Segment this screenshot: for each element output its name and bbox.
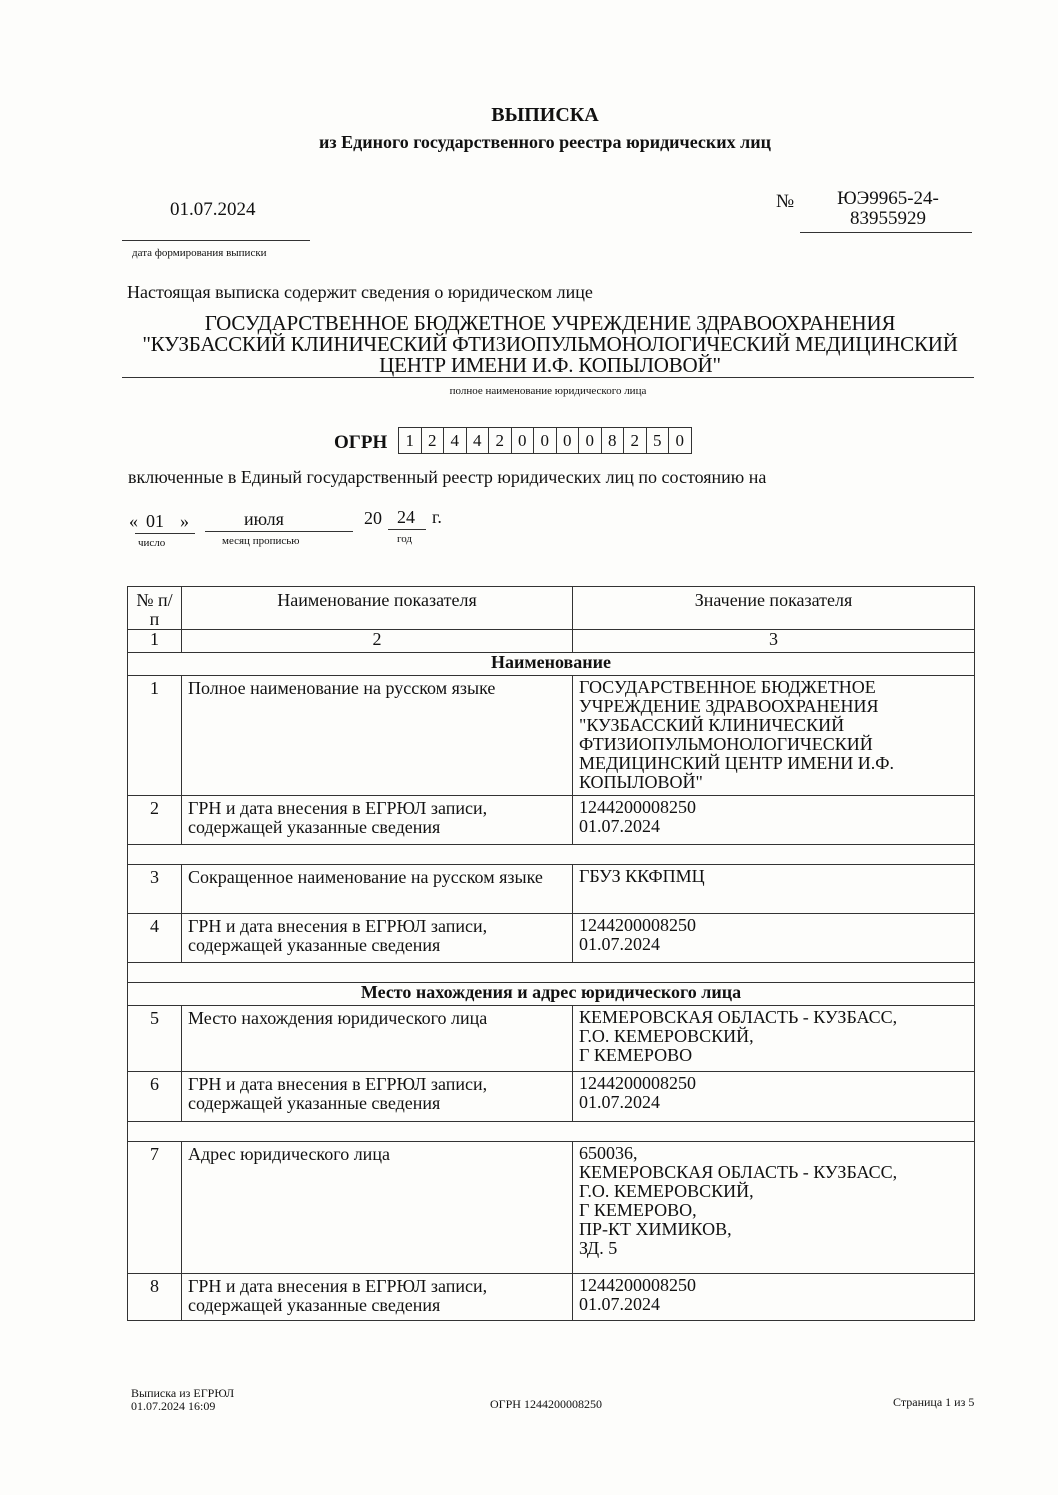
header-number: № п/п: [128, 587, 182, 630]
row-indicator: Адрес юридического лица: [182, 1142, 573, 1274]
ogrn-digit: 0: [669, 427, 692, 454]
section-address-title: Место нахождения и адрес юридического лица: [128, 983, 975, 1006]
value-line: 01.07.2024: [579, 816, 660, 836]
row-number: 3: [128, 865, 182, 914]
ogrn-digit: 1: [399, 427, 422, 454]
footer-ogrn: ОГРН 1244200008250: [490, 1397, 602, 1411]
footer-page-number: Страница 1 из 5: [893, 1395, 975, 1409]
value-line: 1244200008250: [579, 1073, 696, 1093]
date-underline: [122, 240, 310, 241]
column-number: 2: [182, 630, 573, 653]
value-line: 650036,: [579, 1143, 638, 1163]
row-value: [573, 1142, 975, 1274]
column-number: 3: [573, 630, 975, 653]
formation-date-caption: дата формирования выписки: [132, 247, 267, 259]
value-line: ПР-КТ ХИМИКОВ,: [579, 1219, 732, 1239]
ogrn-digit: 2: [422, 427, 445, 454]
section-row: [128, 653, 975, 676]
state-year-prefix: 20: [364, 508, 382, 528]
value-line: Г КЕМЕРОВО,: [579, 1200, 697, 1220]
document-title: ВЫПИСКА: [491, 104, 599, 126]
row-value: [573, 1072, 975, 1122]
value-line: Г КЕМЕРОВО: [579, 1045, 693, 1065]
state-year-unit: г.: [432, 507, 442, 527]
month-caption: месяц прописью: [222, 535, 300, 547]
open-quote: «: [129, 511, 138, 531]
value-line: КЕМЕРОВСКАЯ ОБЛАСТЬ - КУЗБАСС,: [579, 1007, 898, 1027]
ogrn-digit: 0: [512, 427, 535, 454]
row-indicator: ГРН и дата внесения в ЕГРЮЛ записи, содержащей указанные сведения: [182, 1274, 573, 1321]
value-line: КЕМЕРОВСКАЯ ОБЛАСТЬ - КУЗБАСС,: [579, 1162, 898, 1182]
included-text: включенные в Единый государственный реестр юридических лиц по состоянию на: [128, 467, 767, 487]
row-number: 8: [128, 1274, 182, 1321]
organization-full-name: [120, 313, 980, 376]
table-row: [128, 1142, 975, 1274]
value-line: 01.07.2024: [579, 1092, 660, 1112]
row-number: 2: [128, 796, 182, 845]
org-name-line3: ЦЕНТР ИМЕНИ И.Ф. КОПЫЛОВОЙ": [379, 353, 721, 377]
row-indicator: ГРН и дата внесения в ЕГРЮЛ записи, содержащей указанные сведения: [182, 1072, 573, 1122]
section-row: [128, 983, 975, 1006]
document-subtitle: из Единого государственного реестра юридических лиц: [319, 132, 771, 152]
table-header-row: [128, 587, 975, 630]
row-number: 6: [128, 1072, 182, 1122]
state-day: 01: [146, 511, 164, 531]
value-line: 1244200008250: [579, 1275, 696, 1295]
state-year-suffix: 24: [397, 507, 415, 527]
header-indicator: Наименование показателя: [182, 587, 573, 630]
value-line: Г.О. КЕМЕРОВСКИЙ,: [579, 1026, 754, 1046]
year-underline: [388, 529, 426, 530]
close-quote: »: [180, 511, 189, 531]
row-value: [573, 1006, 975, 1072]
value-line: Г.О. КЕМЕРОВСКИЙ,: [579, 1181, 754, 1201]
ogrn-digit: 2: [624, 427, 647, 454]
table-row: [128, 865, 975, 914]
section-name-title: Наименование: [128, 653, 975, 676]
value-line: 1244200008250: [579, 915, 696, 935]
table-row: [128, 914, 975, 963]
state-month: июля: [244, 509, 284, 529]
spacer-cell: [128, 963, 975, 983]
value-line: КОПЫЛОВОЙ": [579, 772, 703, 792]
spacer-row: [128, 963, 975, 983]
footer-left: [131, 1387, 234, 1413]
footer-doc-label: Выписка из ЕГРЮЛ: [131, 1386, 235, 1400]
spacer-row: [128, 1122, 975, 1142]
egrul-table: [127, 586, 975, 1321]
row-indicator: Место нахождения юридического лица: [182, 1006, 573, 1072]
table-row: [128, 1072, 975, 1122]
table-row: [128, 796, 975, 845]
table-row: [128, 676, 975, 796]
footer-timestamp: 01.07.2024 16:09: [131, 1399, 216, 1413]
org-name-line1: ГОСУДАРСТВЕННОЕ БЮДЖЕТНОЕ УЧРЕЖДЕНИЕ ЗДРАВООХРАНЕНИЯ: [204, 311, 896, 335]
document-number-line1: ЮЭ9965-24-: [837, 188, 939, 209]
ogrn-digit: 4: [467, 427, 490, 454]
row-indicator: Полное наименование на русском языке: [182, 676, 573, 796]
ogrn-digit: 0: [557, 427, 580, 454]
value-line: ЗД. 5: [579, 1238, 618, 1258]
ogrn-digit: 0: [534, 427, 557, 454]
number-underline: [800, 232, 972, 233]
row-indicator: ГРН и дата внесения в ЕГРЮЛ записи, содержащей указанные сведения: [182, 914, 573, 963]
row-indicator: ГРН и дата внесения в ЕГРЮЛ записи, содержащей указанные сведения: [182, 796, 573, 845]
column-number: 1: [128, 630, 182, 653]
value-line: "КУЗБАССКИЙ КЛИНИЧЕСКИЙ: [579, 715, 845, 735]
document-number: [818, 189, 958, 229]
row-number: 5: [128, 1006, 182, 1072]
formation-date: 01.07.2024: [170, 199, 256, 220]
table-row: [128, 1274, 975, 1321]
value-line: ГБУЗ ККФПМЦ: [579, 866, 705, 886]
spacer-cell: [128, 1122, 975, 1142]
org-name-line2: "КУЗБАССКИЙ КЛИНИЧЕСКИЙ ФТИЗИОПУЛЬМОНОЛОГИЧЕСКИЙ МЕДИЦИНСКИЙ: [142, 332, 958, 356]
document-number-line2: 83955929: [850, 208, 926, 229]
day-underline: [135, 533, 195, 534]
value-line: ГОСУДАРСТВЕННОЕ БЮДЖЕТНОЕ: [579, 677, 876, 697]
ogrn-digit-boxes: [398, 427, 692, 454]
row-value: [573, 914, 975, 963]
intro-text: Настоящая выписка содержит сведения о юридическом лице: [127, 282, 593, 302]
value-line: 1244200008250: [579, 797, 696, 817]
value-line: 01.07.2024: [579, 934, 660, 954]
row-value: [573, 676, 975, 796]
row-number: 4: [128, 914, 182, 963]
ogrn-digit: 8: [602, 427, 625, 454]
value-line: 01.07.2024: [579, 1294, 660, 1314]
row-value: [573, 796, 975, 845]
row-number: 7: [128, 1142, 182, 1274]
row-number: 1: [128, 676, 182, 796]
ogrn-digit: 0: [579, 427, 602, 454]
ogrn-digit: 5: [647, 427, 670, 454]
value-line: ФТИЗИОПУЛЬМОНОЛОГИЧЕСКИЙ: [579, 734, 873, 754]
header-value: Значение показателя: [573, 587, 975, 630]
table-row: [128, 1006, 975, 1072]
spacer-row: [128, 845, 975, 865]
row-value: [573, 1274, 975, 1321]
year-caption: год: [397, 533, 413, 545]
org-name-underline: [122, 377, 974, 378]
ogrn-label: ОГРН: [334, 432, 388, 453]
value-line: МЕДИЦИНСКИЙ ЦЕНТР ИМЕНИ И.Ф.: [579, 753, 894, 773]
number-sign: №: [776, 191, 795, 212]
value-line: УЧРЕЖДЕНИЕ ЗДРАВООХРАНЕНИЯ: [579, 696, 879, 716]
month-underline: [205, 531, 353, 532]
ogrn-digit: 2: [489, 427, 512, 454]
org-name-caption: полное наименование юридического лица: [449, 385, 647, 397]
row-indicator: Сокращенное наименование на русском языке: [182, 865, 573, 914]
row-value: [573, 865, 975, 914]
day-caption: число: [138, 537, 166, 549]
column-numbers-row: [128, 630, 975, 653]
ogrn-digit: 4: [444, 427, 467, 454]
spacer-cell: [128, 845, 975, 865]
